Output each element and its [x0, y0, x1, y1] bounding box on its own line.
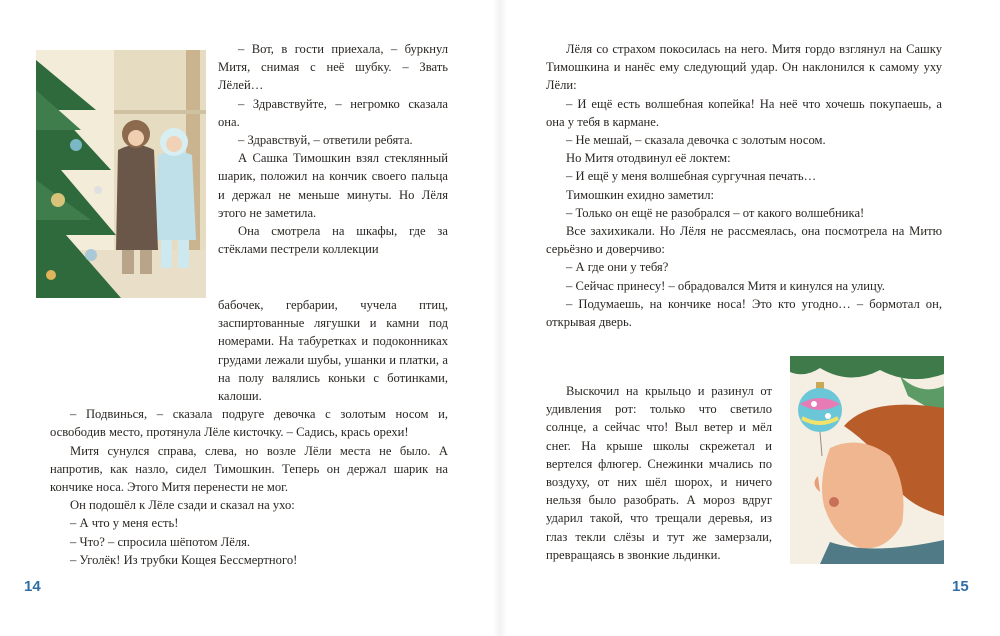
- illustration-children-by-christmas-tree: [36, 50, 206, 298]
- page-number-left: 14: [24, 578, 41, 595]
- paragraph: Тимошкин ехидно заметил:: [566, 187, 715, 202]
- paragraph: Но Митя отодвинул её локтем:: [566, 151, 731, 166]
- paragraph: Все захихикали. Но Лёля не рассмеялась, она посмотрела на Митю серьёзно и доверчиво:: [546, 224, 942, 257]
- paragraph: – Подвинься, – сказала подруге девочка с золотым носом и, освободив место, протянула Лёле кисточку. – Садись, крась орехи!: [50, 407, 448, 440]
- paragraph: Лёля со страхом покосилась на него. Митя гордо взглянул на Сашку Тимошкина и нанёс ему следующий удар. Он наклонился к самому уху Лёли:: [546, 42, 942, 93]
- paragraph: Она смотрела на шкафы, где за стёклами пестрели коллекции: [218, 224, 448, 257]
- paragraph: – Не мешай, – сказала девочка с золотым носом.: [566, 133, 826, 148]
- left-text-top: [218, 40, 448, 258]
- paragraph: – Здравствуйте, – негромко сказала она.: [218, 96, 448, 129]
- illustration-boy-with-ornament-on-nose: [790, 356, 944, 564]
- paragraph: – Вот, в гости приехала, – буркнул Митя, снимая с неё шубку. – Звать Лёлей…: [218, 42, 448, 93]
- paragraph: – Уголёк! Из трубки Кощея Бессмертного!: [70, 552, 298, 567]
- paragraph: – И ещё есть волшебная копейка! На неё что хочешь покупаешь, а она у тебя в кармане.: [546, 96, 942, 129]
- paragraph: – Здравствуй, – ответили ребята.: [238, 133, 413, 148]
- paragraph: А Сашка Тимошкин взял стеклянный шарик, положил на кончик своего пальца и держал не меньше минуты. Но Лёля этого не заметила.: [218, 151, 448, 220]
- paragraph: – Сейчас принесу! – обрадовался Митя и кинулся на улицу.: [566, 278, 885, 293]
- left-text-main: [50, 296, 448, 569]
- paragraph: Митя сунулся справа, слева, но возле Лёли места не было. А напротив, как назло, сидел Тимошкин. Теперь он держал шарик на кончике носа. Этого Митя перенести не мог.: [50, 443, 448, 495]
- paragraph: бабочек, гербарии, чучела птиц, заспиртованные лягушки и камни под номерами. На табуретках и подоконниках грудами лежали шубы, ушанки и платки, а на полу валялись коньки с ботинками, калоши.: [218, 298, 448, 404]
- paragraph: Выскочил на крыльцо и разинул от удивления рот: только что светило солнце, а сейчас что! Выл ветер и мёл снег. На крыше школы скрежетал и вертелся флюгер. Снежинки мчались по воздуху, от них шёл шорох, и ничего нельзя было разобрать. А мороз вдруг ударил такой, что трещали деревья, из глаз текли слёзы и тут же замерзали, превращаясь в звонкие льдинки.: [546, 384, 772, 562]
- right-page: [500, 0, 1000, 636]
- paragraph: – А что у меня есть!: [70, 516, 179, 531]
- paragraph: – Подумаешь, на кончике носа! Это кто угодно… – бормотал он, открывая дверь.: [546, 296, 942, 330]
- paragraph: Он подошёл к Лёле сзади и сказал на ухо:: [70, 498, 295, 513]
- paragraph: – Что? – спросила шёпотом Лёля.: [70, 534, 251, 549]
- page-number-right: 15: [952, 578, 969, 595]
- right-text-top: [546, 40, 942, 331]
- paragraph: – А где они у тебя?: [566, 260, 669, 275]
- paragraph: – Только он ещё не разобрался – от какого волшебника!: [566, 205, 865, 220]
- paragraph: – И ещё у меня волшебная сургучная печать…: [566, 169, 817, 184]
- right-text-bottom: [546, 382, 772, 564]
